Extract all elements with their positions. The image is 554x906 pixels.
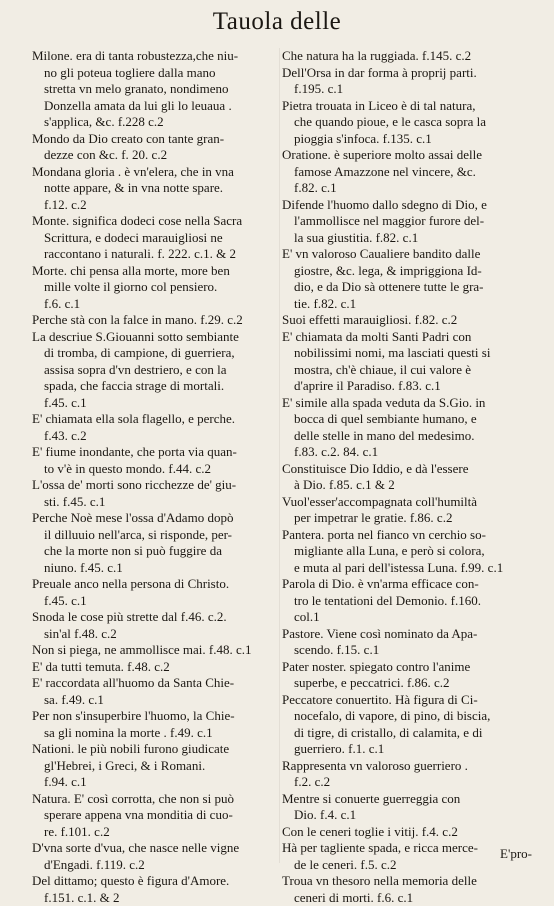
index-entry-line: Dio. f.4. c.1 (282, 807, 532, 824)
index-entry-line: Nationi. le più nobili furono giudicate (32, 741, 280, 758)
index-entry-line: Parola di Dio. è vn'arma efficace con- (282, 576, 532, 593)
index-entry-line: Hà per tagliente spada, e ricca merce- (282, 840, 532, 857)
index-entry (282, 873, 532, 906)
index-entry-line: f.12. c.2 (32, 197, 280, 214)
index-entry-line: ceneri di morti. f.6. c.1 (282, 890, 532, 906)
index-entry (282, 791, 532, 824)
index-entry-line: f.83. c.2. 84. c.1 (282, 444, 532, 461)
index-entry-line: f.2. c.2 (282, 774, 532, 791)
index-entry-line: Preuale anco nella persona di Christo. (32, 576, 280, 593)
index-entry-line: giostre, &c. lega, & impriggiona Id- (282, 263, 532, 280)
index-entry-line: sti. f.45. c.1 (32, 494, 280, 511)
index-entry-line: Natura. E' così corrotta, che non si può (32, 791, 280, 808)
index-entry-line: Troua vn thesoro nella memoria delle (282, 873, 532, 890)
index-entry-line: Pastore. Viene così nominato da Apa- (282, 626, 532, 643)
index-entry-line: Morte. chi pensa alla morte, more ben (32, 263, 280, 280)
index-entry-line: spada, che faccia strage di mortali. (32, 378, 280, 395)
index-entry-line: à Dio. f.85. c.1 & 2 (282, 477, 532, 494)
index-entry-line: per impetrar le gratie. f.86. c.2 (282, 510, 532, 527)
index-entry-line: Non si piega, ne ammollisce mai. f.48. c.1 (32, 642, 280, 659)
index-entry-line: Difende l'huomo dallo sdegno di Dio, e (282, 197, 532, 214)
index-entry (282, 840, 532, 873)
index-entry-line: Per non s'insuperbire l'huomo, la Chie- (32, 708, 280, 725)
index-entry-line: nobilissimi nomi, ma lasciati questi si (282, 345, 532, 362)
index-entry-line: dezze con &c. f. 20. c.2 (32, 147, 280, 164)
index-entry (282, 147, 532, 197)
index-entry (282, 48, 532, 65)
index-entry-line: col.1 (282, 609, 532, 626)
index-entry-line: Pater noster. spiegato contro l'anime (282, 659, 532, 676)
index-entry (32, 873, 280, 906)
index-entry (282, 626, 532, 659)
index-entry (32, 510, 280, 576)
index-entry-line: La descriue S.Giouanni sotto sembiante (32, 329, 280, 346)
index-entry (282, 758, 532, 791)
index-entry-line: che la morte non si può fuggire da (32, 543, 280, 560)
index-entry (282, 395, 532, 461)
index-entry-line: bocca di quel sembiante humano, e (282, 411, 532, 428)
index-entry-line: gl'Hebrei, i Greci, & i Romani. (32, 758, 280, 775)
index-entry-line: Con le ceneri toglie i vitij. f.4. c.2 (282, 824, 532, 841)
index-entry-line: E' da tutti temuta. f.48. c.2 (32, 659, 280, 676)
index-entry-line: mille volte il giorno col pensiero. (32, 279, 280, 296)
index-entry-line: sa gli nomina la morte . f.49. c.1 (32, 725, 280, 742)
index-entry-line: di tigre, di cristallo, di calamita, e di (282, 725, 532, 742)
index-entry-line: f.195. c.1 (282, 81, 532, 98)
index-entry (32, 609, 280, 642)
index-entry-line: f.6. c.1 (32, 296, 280, 313)
index-entry (282, 197, 532, 247)
index-entry (32, 263, 280, 313)
index-entry-line: E' chiamata da molti Santi Padri con (282, 329, 532, 346)
index-entry-line: pioggia s'infoca. f.135. c.1 (282, 131, 532, 148)
index-column-right (282, 48, 532, 906)
index-entry (282, 461, 532, 494)
index-entry (32, 312, 280, 329)
index-entry (32, 213, 280, 263)
index-entry-line: scendo. f.15. c.1 (282, 642, 532, 659)
index-entry-line: Suoi effetti marauigliosi. f.82. c.2 (282, 312, 532, 329)
index-entry-line: Peccatore conuertito. Hà figura di Ci- (282, 692, 532, 709)
index-entry-line: f.151. c.1. & 2 (32, 890, 280, 906)
index-entry-line: che quando pioue, e le casca sopra la (282, 114, 532, 131)
index-entry-line: E' raccordata all'huomo da Santa Chie- (32, 675, 280, 692)
index-entry-line: Che natura ha la ruggiada. f.145. c.2 (282, 48, 532, 65)
index-entry-line: Mondana gloria . è vn'elera, che in vna (32, 164, 280, 181)
index-entry-line: famose Amazzone nel vincere, &c. (282, 164, 532, 181)
index-entry-line: re. f.101. c.2 (32, 824, 280, 841)
index-entry (32, 741, 280, 791)
index-entry-line: Perche stà con la falce in mano. f.29. c.2 (32, 312, 280, 329)
index-entry-line: L'ossa de' morti sono ricchezze de' giu- (32, 477, 280, 494)
index-entry (32, 411, 280, 444)
index-entry (282, 824, 532, 841)
index-entry-line: migliante alla Luna, e però si colora, (282, 543, 532, 560)
index-entry-line: dio, e da Dio sà ottenere tutte le gra- (282, 279, 532, 296)
index-entry-line: Rappresenta vn valoroso guerriero . (282, 758, 532, 775)
index-entry-line: guerriero. f.1. c.1 (282, 741, 532, 758)
index-entry-line: assisa sopra d'vn destriero, e con la (32, 362, 280, 379)
index-entry-line: d'Engadi. f.119. c.2 (32, 857, 280, 874)
page-title: Tauola delle (0, 8, 554, 36)
index-entry-line: niuno. f.45. c.1 (32, 560, 280, 577)
index-entry-line: sin'al f.48. c.2 (32, 626, 280, 643)
index-entry (32, 675, 280, 708)
index-entry (32, 791, 280, 841)
index-entry-line: Perche Noè mese l'ossa d'Adamo dopò (32, 510, 280, 527)
index-entry (282, 494, 532, 527)
index-entry (282, 527, 532, 577)
index-entry (32, 708, 280, 741)
index-entry-line: f.45. c.1 (32, 593, 280, 610)
index-entry-line: superbe, e peccatrici. f.86. c.2 (282, 675, 532, 692)
index-entry (282, 312, 532, 329)
catchword: E'pro- (500, 846, 532, 862)
index-entry (32, 444, 280, 477)
index-entry-line: E' vn valoroso Caualiere bandito dalle (282, 246, 532, 263)
index-entry (282, 692, 532, 758)
index-entry-line: E' chiamata ella sola flagello, e perche. (32, 411, 280, 428)
index-entry-line: f.94. c.1 (32, 774, 280, 791)
index-entry (32, 477, 280, 510)
index-entry-line: E' fiume inondante, che porta via quan- (32, 444, 280, 461)
index-entry (32, 576, 280, 609)
index-entry-line: no gli poteua togliere dalla mano (32, 65, 280, 82)
index-entry-line: sa. f.49. c.1 (32, 692, 280, 709)
index-entry-line: di tromba, di campione, di guerriera, (32, 345, 280, 362)
index-column-left (32, 48, 280, 906)
index-entry-line: Pietra trouata in Liceo è di tal natura, (282, 98, 532, 115)
index-entry (32, 642, 280, 659)
index-entry (282, 246, 532, 312)
index-entry (32, 164, 280, 214)
index-entry-line: s'applica, &c. f.228 c.2 (32, 114, 280, 131)
index-entry-line: sperare appena vna monditia di cuo- (32, 807, 280, 824)
index-entry (282, 65, 532, 98)
index-entry (32, 329, 280, 412)
index-entry-line: d'aprire il Paradiso. f.83. c.1 (282, 378, 532, 395)
index-entry-line: Vuol'esser'accompagnata coll'humiltà (282, 494, 532, 511)
index-entry-line: Mentre si conuerte guerreggia con (282, 791, 532, 808)
index-entry-line: delle stelle in mano del medesimo. (282, 428, 532, 445)
index-entry-line: Monte. significa dodeci cose nella Sacra (32, 213, 280, 230)
index-entry (32, 840, 280, 873)
index-entry-line: l'ammollisce nel maggior furore del- (282, 213, 532, 230)
index-entry-line: la sua giustitia. f.82. c.1 (282, 230, 532, 247)
index-entry (282, 98, 532, 148)
index-entry (282, 576, 532, 626)
index-entry-line: Milone. era di tanta robustezza,che niu- (32, 48, 280, 65)
index-entry-line: Scrittura, e dodeci marauigliosi ne (32, 230, 280, 247)
index-entry (282, 659, 532, 692)
index-entry (32, 131, 280, 164)
index-entry-line: f.43. c.2 (32, 428, 280, 445)
index-entry-line: f.45. c.1 (32, 395, 280, 412)
index-entry-line: Del dittamo; questo è figura d'Amore. (32, 873, 280, 890)
index-entry-line: Donzella amata da lui gli lo leuaua . (32, 98, 280, 115)
index-entry (282, 329, 532, 395)
index-entry-line: E' simile alla spada veduta da S.Gio. in (282, 395, 532, 412)
index-entry-line: Oratione. è superiore molto assai delle (282, 147, 532, 164)
index-entry (32, 48, 280, 131)
index-entry-line: Constituisce Dio Iddio, e dà l'essere (282, 461, 532, 478)
index-entry-line: Snoda le cose più strette dal f.46. c.2. (32, 609, 280, 626)
index-entry-line: Mondo da Dio creato con tante gran- (32, 131, 280, 148)
index-entry-line: de le ceneri. f.5. c.2 (282, 857, 532, 874)
index-entry (32, 659, 280, 676)
index-entry-line: raccontano i naturali. f. 222. c.1. & 2 (32, 246, 280, 263)
index-entry-line: nocefalo, di vapore, di pino, di biscia, (282, 708, 532, 725)
index-entry-line: mostra, ch'è chiaue, il cui valore è (282, 362, 532, 379)
index-entry-line: stretta vn melo granato, nondimeno (32, 81, 280, 98)
index-entry-line: D'vna sorte d'vua, che nasce nelle vigne (32, 840, 280, 857)
index-entry-line: il dilluuio nell'arca, si risponde, per- (32, 527, 280, 544)
index-entry-line: Dell'Orsa in dar forma à proprij parti. (282, 65, 532, 82)
index-entry-line: to v'è in questo mondo. f.44. c.2 (32, 461, 280, 478)
index-entry-line: notte appare, & in vna notte spare. (32, 180, 280, 197)
index-entry-line: Pantera. porta nel fianco vn cerchio so- (282, 527, 532, 544)
index-entry-line: tro le tentationi del Demonio. f.160. (282, 593, 532, 610)
index-entry-line: e muta al pari dell'istessa Luna. f.99. c.1 (282, 560, 532, 577)
index-entry-line: tie. f.82. c.1 (282, 296, 532, 313)
index-entry-line: f.82. c.1 (282, 180, 532, 197)
